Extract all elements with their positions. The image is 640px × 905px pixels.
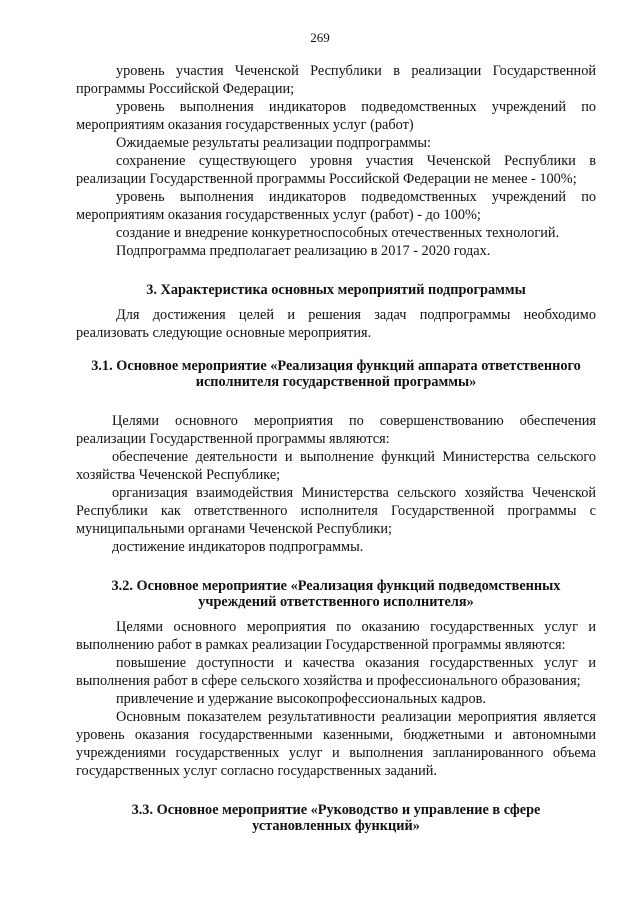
- section-heading: 3. Характеристика основных мероприятий подпрограммы: [146, 282, 526, 298]
- heading-line: 3.1. Основное мероприятие «Реализация функций аппарата ответственного: [91, 358, 581, 374]
- paragraph: уровень выполнения индикаторов подведомственных учреждений по мероприятиям оказания государственных услуг (работ): [76, 99, 596, 133]
- paragraph: уровень выполнения индикаторов подведомственных учреждений по мероприятиям оказания государственных услуг (работ) - до 100%;: [76, 189, 596, 223]
- paragraph: привлечение и удержание высокопрофессиональных кадров.: [116, 691, 486, 707]
- heading-line: исполнителя государственной программы»: [195, 374, 477, 390]
- section-heading: [76, 358, 596, 390]
- paragraph: достижение индикаторов подпрограммы.: [112, 539, 364, 555]
- paragraph: организация взаимодействия Министерства сельского хозяйства Чеченской Республики как ответственного исполнителя Государственной программы с муниципальными органами Чеченской Республики;: [76, 485, 596, 537]
- paragraph: Целями основного мероприятия по оказанию государственных услуг и выполнению работ в рамках реализации Государственной программы являются:: [76, 619, 596, 653]
- heading-line: 3.3. Основное мероприятие «Руководство и управление в сфере: [131, 802, 541, 818]
- section-heading: [76, 802, 596, 834]
- document-body: [76, 62, 596, 834]
- heading-line: установленных функций»: [252, 818, 420, 834]
- page-number: 269: [310, 30, 330, 45]
- paragraph: Для достижения целей и решения задач подпрограммы необходимо реализовать следующие основные мероприятия.: [76, 307, 596, 341]
- section-heading: [76, 578, 596, 610]
- heading-line: учреждений ответственного исполнителя»: [198, 594, 474, 610]
- paragraph: создание и внедрение конкуретноспособных отечественных технологий.: [116, 225, 560, 241]
- paragraph: Подпрограмма предполагает реализацию в 2017 - 2020 годах.: [116, 243, 491, 259]
- paragraph: Целями основного мероприятия по совершенствованию обеспечения реализации Государственной программы являются:: [76, 413, 596, 447]
- paragraph: сохранение существующего уровня участия Чеченской Республики в реализации Государственной программы Российской Федерации не менее - 100%;: [76, 153, 596, 187]
- heading-line: 3.2. Основное мероприятие «Реализация функций подведомственных: [111, 578, 561, 594]
- paragraph: повышение доступности и качества оказания государственных услуг и выполнения работ в сфере сельского хозяйства и профессионального образования;: [76, 655, 596, 689]
- paragraph: уровень участия Чеченской Республики в реализации Государственной программы Российской Федерации;: [76, 63, 596, 97]
- paragraph: обеспечение деятельности и выполнение функций Министерства сельского хозяйства Чеченской Республике;: [76, 449, 596, 483]
- paragraph: Ожидаемые результаты реализации подпрограммы:: [116, 135, 431, 151]
- paragraph: Основным показателем результативности реализации мероприятия является уровень оказания государственными казенными, бюджетными и автономными учреждениями государственных услуг и выполнения запланированного объема государственных услуг согласно государственных заданий.: [76, 709, 596, 779]
